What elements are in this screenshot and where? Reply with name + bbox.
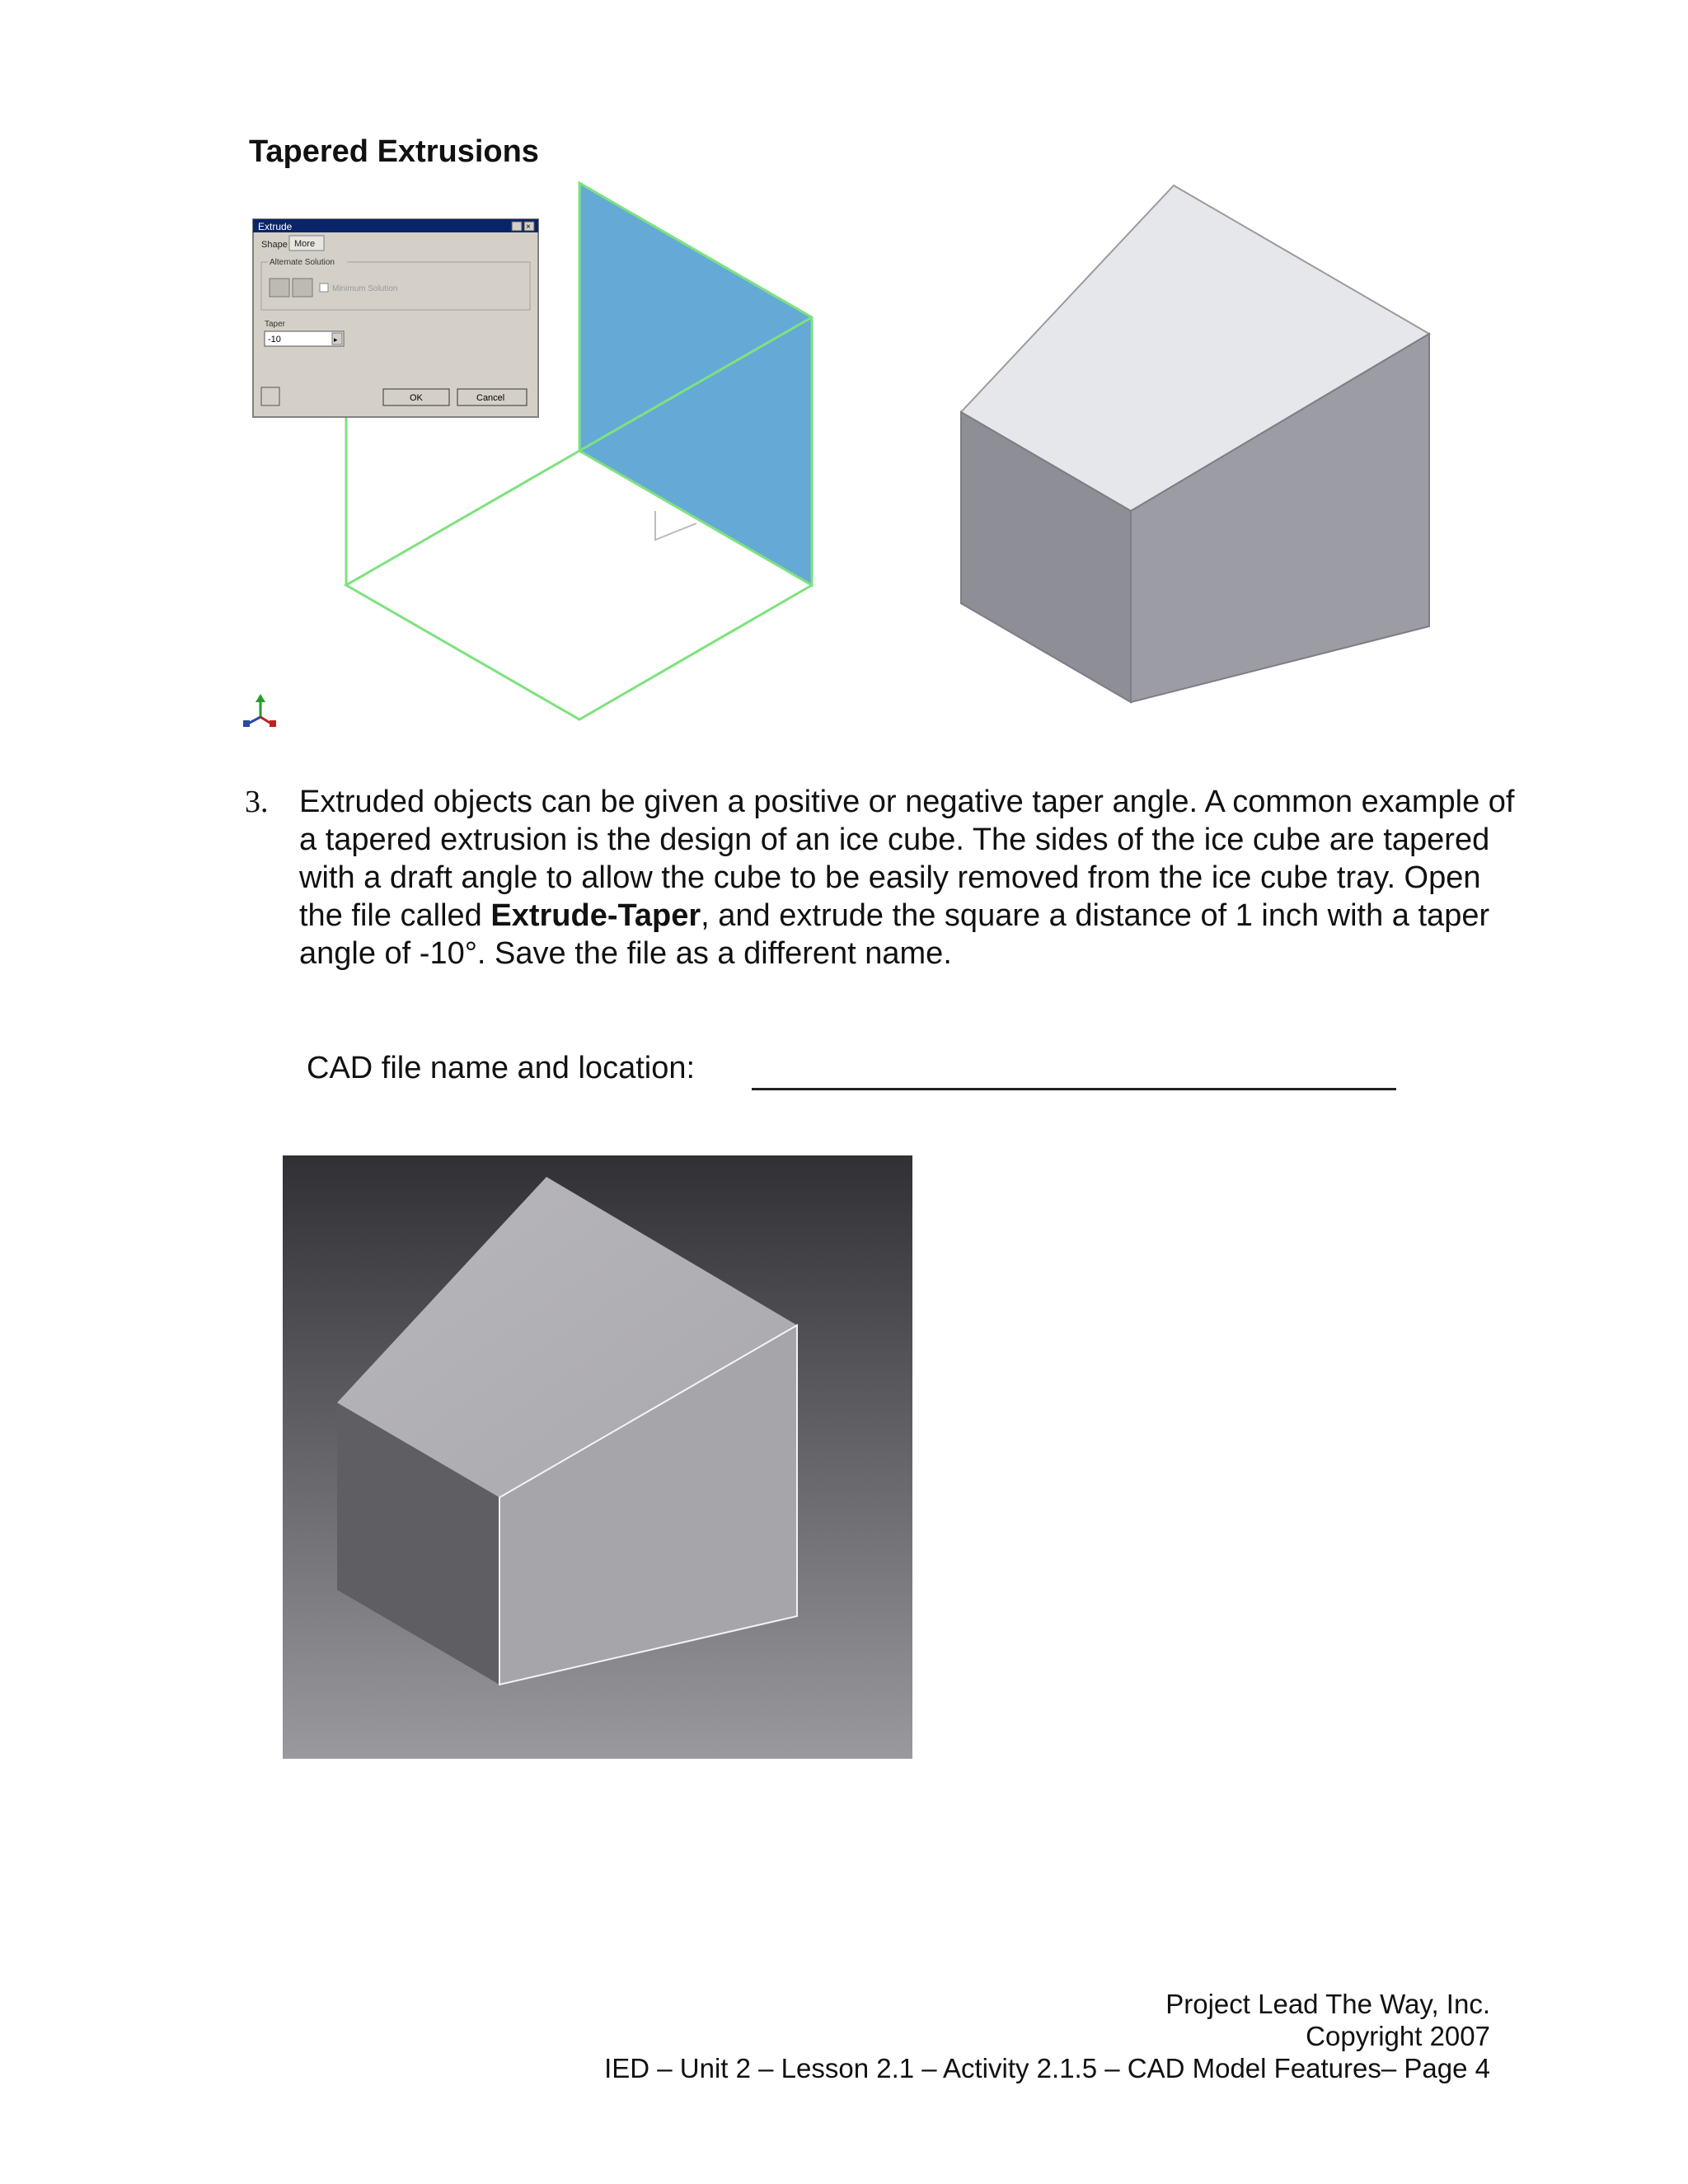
tab-more[interactable]: More: [294, 239, 316, 249]
taper-label: Taper: [265, 320, 286, 329]
checkbox-label: Minimum Solution: [332, 284, 398, 293]
arrow-right-icon: ▸: [334, 335, 338, 344]
extrude-dialog: [253, 219, 538, 417]
axis-triad-icon: [243, 694, 276, 727]
wireframe-extrude-figure: [235, 173, 1059, 742]
cad-file-label: CAD file name and location:: [307, 1051, 696, 1085]
footer-course-info: IED – Unit 2 – Lesson 2.1 – Activity 2.1.5 – CAD Model Features– Page 4: [604, 2053, 1490, 2083]
section-heading: Tapered Extrusions: [249, 134, 539, 169]
solution-button-1[interactable]: [270, 279, 289, 297]
preview-button[interactable]: [261, 387, 279, 405]
solution-button-2[interactable]: [293, 279, 312, 297]
file-name: Extrude-Taper: [490, 898, 701, 933]
step-text: [299, 783, 1519, 972]
help-button[interactable]: [512, 222, 522, 231]
dialog-title: Extrude: [258, 221, 293, 232]
taper-value: -10: [268, 335, 281, 344]
cad-file-answer-line[interactable]: [752, 1088, 1396, 1090]
tab-shape[interactable]: Shape: [261, 240, 288, 250]
ok-label: OK: [410, 393, 423, 403]
step-text-before: Extruded objects can be given a positive or negative taper angle. A common example of a tapered extrusion is the design of an ice cube. The sides of the ice cube are tapered with a draft angle to allow the cube to be easily removed from the ice cube tray. Open the file called: [299, 785, 1515, 933]
rendered-tapered-solid: [283, 1155, 912, 1759]
cancel-label: Cancel: [476, 393, 505, 403]
page-footer: [604, 1988, 1490, 2084]
step-number: 3.: [245, 785, 269, 819]
close-icon: ×: [526, 223, 531, 232]
step-text-after: , and extrude the square a distance of 1 inch with a taper angle of -10°. Save the file as a different name.: [299, 898, 1490, 971]
shaded-tapered-solid: [948, 173, 1459, 717]
footer-org: Project Lead The Way, Inc.: [1165, 1989, 1490, 2019]
group-label: Alternate Solution: [270, 258, 335, 267]
footer-copyright: Copyright 2007: [1306, 2021, 1490, 2051]
minimum-solution-checkbox[interactable]: [320, 284, 328, 292]
